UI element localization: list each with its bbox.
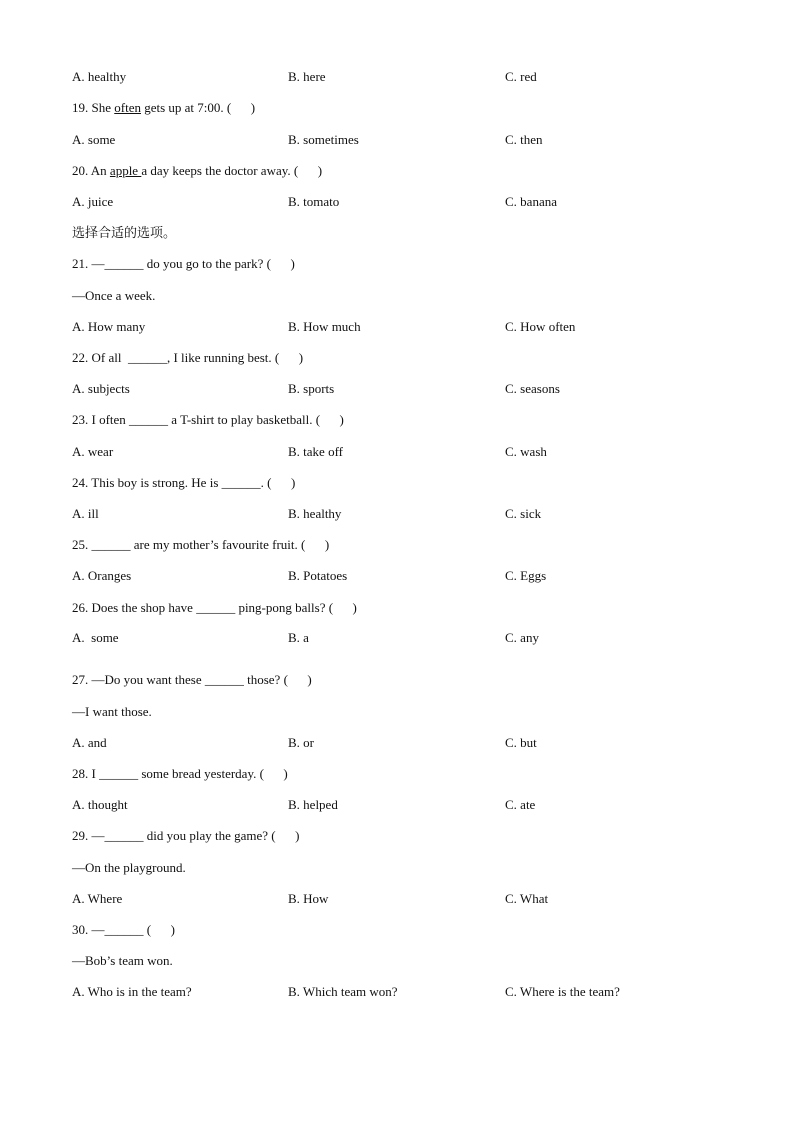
question-text: 21. —______ do you go to the park? ( ) <box>72 256 295 271</box>
question <box>72 100 255 116</box>
question-text: 23. I often ______ a T-shirt to play basketball. ( ) <box>72 412 344 427</box>
option-c: C. How often <box>505 319 576 334</box>
option-a: A. thought <box>72 797 128 812</box>
question-text: 27. —Do you want these ______ those? ( ) <box>72 672 312 687</box>
option-a: A. some <box>72 132 116 147</box>
underlined-word: often <box>114 100 141 115</box>
question-text: 30. —______ ( ) <box>72 922 175 937</box>
option-c: C. wash <box>505 444 547 459</box>
option-a: A. ill <box>72 506 99 521</box>
option-b: B. Potatoes <box>288 568 348 583</box>
option-b: B. sometimes <box>288 132 359 147</box>
option-c: C. then <box>505 132 543 147</box>
option-b: B. sports <box>288 381 335 396</box>
option-a: A. juice <box>72 194 114 209</box>
question-text: 25. ______ are my mother’s favourite fruit. ( ) <box>72 537 330 552</box>
option-b: B. healthy <box>288 506 342 521</box>
option-b: B. helped <box>288 797 338 812</box>
underlined-word: apple <box>109 163 142 178</box>
option-b: B. or <box>288 735 314 750</box>
question-text: 29. —______ did you play the game? ( ) <box>72 828 300 843</box>
question-text: 24. This boy is strong. He is ______. ( ) <box>72 475 296 490</box>
question-text: gets up at 7:00. ( ) <box>140 100 256 115</box>
question-text: —Bob’s team won. <box>72 953 173 968</box>
option-c: C. seasons <box>505 381 560 396</box>
option-b: B. How much <box>288 319 361 334</box>
question <box>72 163 322 179</box>
option-c: C. Eggs <box>505 568 547 583</box>
option-b: B. a <box>288 630 309 645</box>
option-b: B. Which team won? <box>288 984 398 999</box>
option-a: A. subjects <box>72 381 130 396</box>
option-a: A. How many <box>72 319 146 334</box>
option-c: C. any <box>505 630 539 645</box>
option-b: B. take off <box>288 444 343 459</box>
question-text: 28. I ______ some bread yesterday. ( ) <box>72 766 288 781</box>
option-c: C. sick <box>505 506 542 521</box>
option-a: A. Who is in the team? <box>72 984 192 999</box>
question-text: —I want those. <box>72 704 152 719</box>
question-text: 22. Of all ______, I like running best. ( ) <box>72 350 304 365</box>
option-c: C. Where is the team? <box>505 984 620 999</box>
option-c: C. banana <box>505 194 557 209</box>
option-a: A. and <box>72 735 107 750</box>
question-text: a day keeps the doctor away. ( ) <box>141 163 323 178</box>
option-a: A. Where <box>72 891 123 906</box>
option-b: B. tomato <box>288 194 340 209</box>
option-b: B. here <box>288 69 326 84</box>
question-text: —Once a week. <box>72 288 156 303</box>
option-a: A. Oranges <box>72 568 132 583</box>
option-a: A. healthy <box>72 69 127 84</box>
question-text: 20. An <box>72 163 110 178</box>
option-b: B. How <box>288 891 329 906</box>
option-c: C. What <box>505 891 549 906</box>
option-c: C. but <box>505 735 537 750</box>
option-a: A. wear <box>72 444 114 459</box>
section-heading: 选择合适的选项。 <box>72 225 177 240</box>
option-c: C. red <box>505 69 537 84</box>
question-text: 26. Does the shop have ______ ping-pong balls? ( ) <box>72 600 357 615</box>
option-a: A. some <box>72 630 119 645</box>
option-c: C. ate <box>505 797 536 812</box>
question-text: —On the playground. <box>72 860 186 875</box>
question-text: 19. She <box>72 100 115 115</box>
